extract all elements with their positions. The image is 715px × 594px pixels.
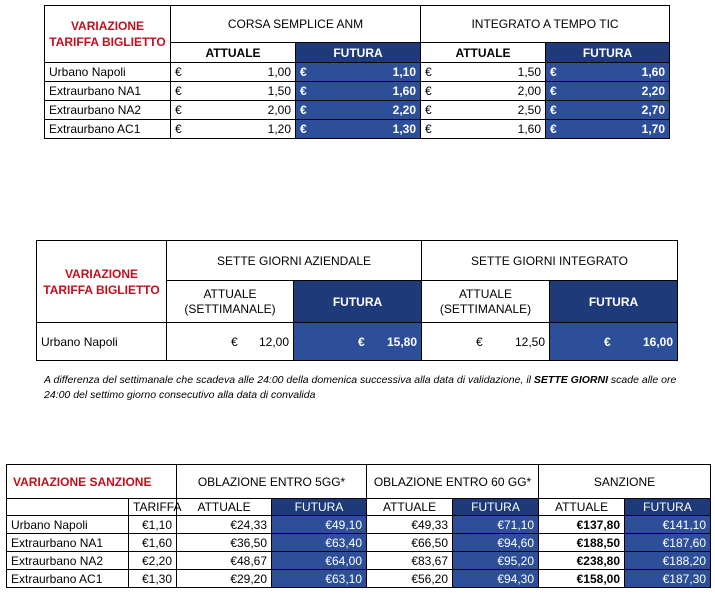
value-cell: €71,10 bbox=[453, 516, 539, 534]
column-header: FUTURA bbox=[296, 43, 421, 63]
column-header: FUTURA bbox=[453, 499, 539, 516]
fare-cell: € 12,00 bbox=[167, 323, 294, 361]
value-cell: €29,20 bbox=[177, 570, 272, 588]
value-cell: €94,60 bbox=[453, 534, 539, 552]
value-cell: €1,10 bbox=[129, 516, 177, 534]
fare-cell: € 1,50 bbox=[171, 82, 296, 101]
fare-cell: € 1,30 bbox=[296, 120, 421, 139]
column-header: TARIFFA bbox=[129, 499, 177, 516]
table-title: VARIAZIONE TARIFFA BIGLIETTO bbox=[45, 6, 171, 63]
fare-cell: € 1,00 bbox=[171, 63, 296, 82]
row-label: Urbano Napoli bbox=[45, 63, 171, 82]
fare-cell: € 1,50 bbox=[421, 63, 546, 82]
row-label: Extraurbano NA2 bbox=[45, 101, 171, 120]
row-label: Urbano Napoli bbox=[7, 516, 129, 534]
fare-cell: € 1,60 bbox=[546, 63, 670, 82]
note-bold: SETTE GIORNI bbox=[533, 374, 608, 386]
value-cell: €141,10 bbox=[625, 516, 711, 534]
table-row bbox=[7, 516, 711, 534]
fare-cell: € 1,10 bbox=[296, 63, 421, 82]
value-cell: €2,20 bbox=[129, 552, 177, 570]
value-cell: €56,20 bbox=[367, 570, 453, 588]
row-label: Extraurbano NA1 bbox=[45, 82, 171, 101]
fare-cell: € 2,00 bbox=[171, 101, 296, 120]
column-header: FUTURA bbox=[546, 43, 670, 63]
row-label: Urbano Napoli bbox=[37, 323, 167, 361]
group-header: CORSA SEMPLICE ANM bbox=[171, 6, 421, 43]
value-cell: €1,60 bbox=[129, 534, 177, 552]
fare-cell: € 1,60 bbox=[296, 82, 421, 101]
value-cell: €49,33 bbox=[367, 516, 453, 534]
table-row bbox=[45, 101, 670, 120]
fare-cell: € 16,00 bbox=[550, 323, 678, 361]
fare-cell: € 2,50 bbox=[421, 101, 546, 120]
column-header: ATTUALE bbox=[367, 499, 453, 516]
note-text: scade alle ore 24:00 del settimo giorno consecutivo alla data di convalida bbox=[44, 374, 677, 401]
row-label: Extraurbano NA2 bbox=[7, 552, 129, 570]
table-row bbox=[37, 323, 678, 361]
fare-cell: € 1,70 bbox=[546, 120, 670, 139]
value-cell: €63,40 bbox=[272, 534, 367, 552]
fare-cell: € 1,60 bbox=[421, 120, 546, 139]
value-cell: €187,30 bbox=[625, 570, 711, 588]
column-header: ATTUALE bbox=[539, 499, 625, 516]
value-cell: €188,50 bbox=[539, 534, 625, 552]
column-header: ATTUALE bbox=[421, 43, 546, 63]
column-header: FUTURA bbox=[272, 499, 367, 516]
value-cell: €1,30 bbox=[129, 570, 177, 588]
fare-table-single bbox=[44, 5, 670, 139]
fare-cell: € 2,70 bbox=[546, 101, 670, 120]
column-header: FUTURA bbox=[625, 499, 711, 516]
table-row bbox=[7, 552, 711, 570]
fare-cell: € 2,20 bbox=[296, 101, 421, 120]
value-cell: €24,33 bbox=[177, 516, 272, 534]
validity-note bbox=[44, 373, 694, 403]
table-row bbox=[45, 63, 670, 82]
table-row bbox=[45, 120, 670, 139]
group-header: OBLAZIONE ENTRO 60 GG* bbox=[367, 465, 539, 499]
value-cell: €83,67 bbox=[367, 552, 453, 570]
row-label: Extraurbano NA1 bbox=[7, 534, 129, 552]
table-row bbox=[45, 82, 670, 101]
value-cell: €66,50 bbox=[367, 534, 453, 552]
value-cell: €95,20 bbox=[453, 552, 539, 570]
note-text: A differenza del settimanale che scadeva alle 24:00 della domenica successiva alla data di validazione, il bbox=[44, 374, 534, 386]
value-cell: €36,50 bbox=[177, 534, 272, 552]
fare-table-weekly bbox=[36, 240, 678, 361]
fare-cell: € 1,20 bbox=[171, 120, 296, 139]
column-header: FUTURA bbox=[294, 281, 422, 323]
value-cell: €238,80 bbox=[539, 552, 625, 570]
group-header: SETTE GIORNI INTEGRATO bbox=[422, 241, 678, 281]
table-title: VARIAZIONE SANZIONE bbox=[7, 465, 177, 499]
group-header: INTEGRATO A TEMPO TIC bbox=[421, 6, 670, 43]
value-cell: €49,10 bbox=[272, 516, 367, 534]
fare-cell: € 2,00 bbox=[421, 82, 546, 101]
fare-cell: € 2,20 bbox=[546, 82, 670, 101]
column-header: FUTURA bbox=[550, 281, 678, 323]
group-header: SANZIONE bbox=[539, 465, 711, 499]
value-cell: €94,30 bbox=[453, 570, 539, 588]
value-cell: €48,67 bbox=[177, 552, 272, 570]
sanction-table bbox=[6, 464, 711, 588]
column-header: ATTUALE bbox=[171, 43, 296, 63]
value-cell: €64,00 bbox=[272, 552, 367, 570]
value-cell: €158,00 bbox=[539, 570, 625, 588]
value-cell: €188,20 bbox=[625, 552, 711, 570]
fare-cell: € 12,50 bbox=[422, 323, 550, 361]
table-title: VARIAZIONE TARIFFA BIGLIETTO bbox=[37, 241, 167, 323]
empty-cell bbox=[7, 499, 129, 516]
column-header: ATTUALE bbox=[177, 499, 272, 516]
table-row bbox=[7, 534, 711, 552]
fare-cell: € 15,80 bbox=[294, 323, 422, 361]
value-cell: €137,80 bbox=[539, 516, 625, 534]
table-row bbox=[7, 570, 711, 588]
column-header: ATTUALE (SETTIMANALE) bbox=[167, 281, 294, 323]
row-label: Extraurbano AC1 bbox=[45, 120, 171, 139]
value-cell: €63,10 bbox=[272, 570, 367, 588]
row-label: Extraurbano AC1 bbox=[7, 570, 129, 588]
group-header: OBLAZIONE ENTRO 5GG* bbox=[177, 465, 367, 499]
value-cell: €187,60 bbox=[625, 534, 711, 552]
column-header: ATTUALE (SETTIMANALE) bbox=[422, 281, 550, 323]
group-header: SETTE GIORNI AZIENDALE bbox=[167, 241, 422, 281]
